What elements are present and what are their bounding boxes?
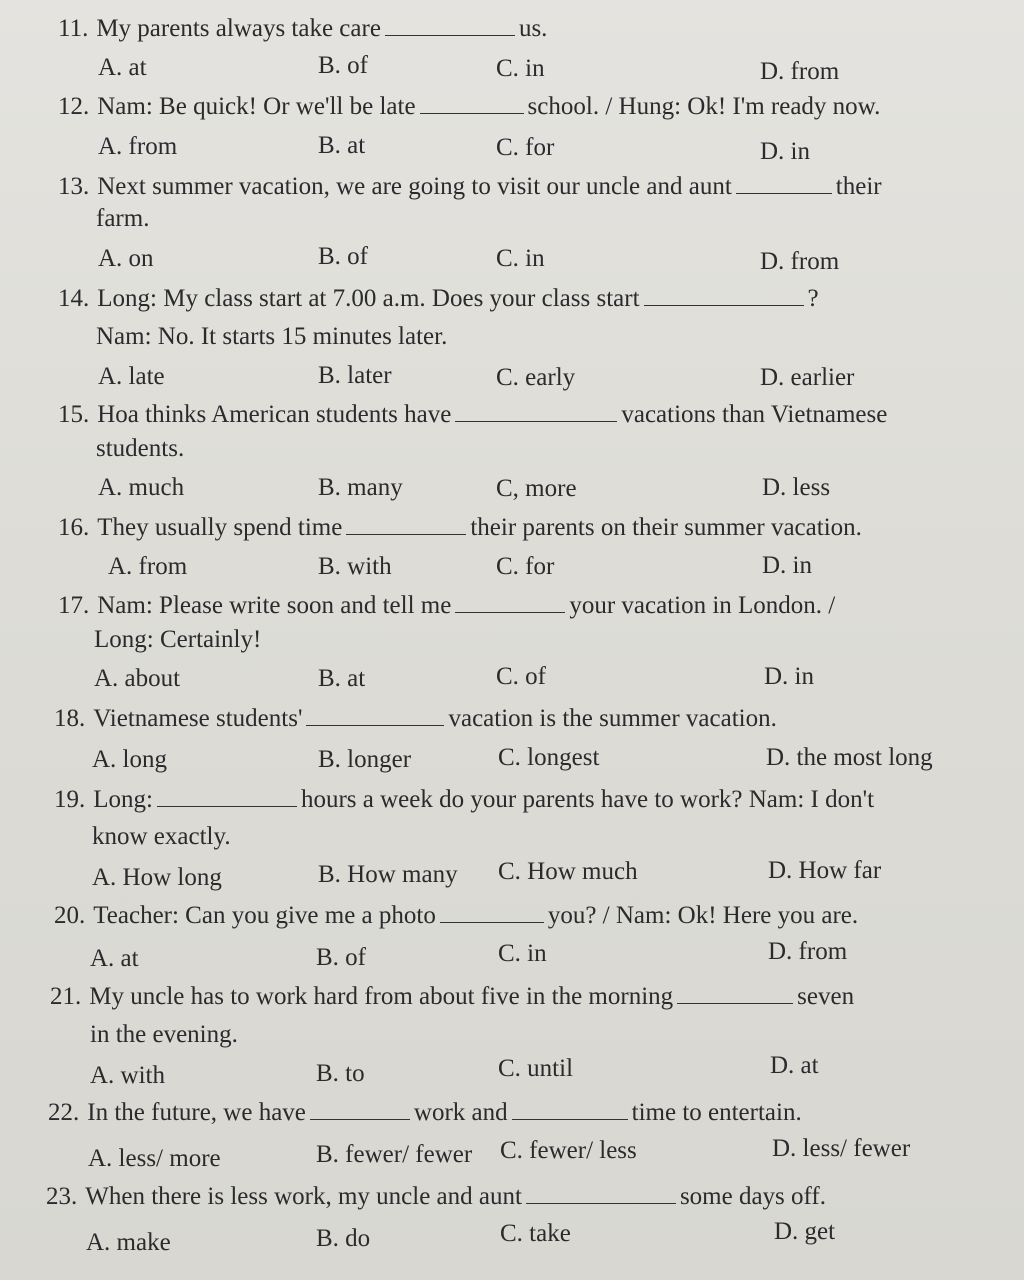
question-23: [46, 1180, 826, 1214]
option-d[interactable]: D. earlier: [760, 364, 855, 391]
question-18: [54, 702, 777, 736]
question-text: In the future, we have: [87, 1099, 306, 1126]
option-b[interactable]: B. longer: [318, 746, 412, 773]
question-number: 14.: [58, 285, 90, 312]
option-a[interactable]: A. at: [90, 945, 139, 972]
question-text: work and: [413, 1099, 508, 1126]
question-continuation: Nam: No. It starts 15 minutes later.: [96, 323, 448, 350]
question-22: [48, 1096, 802, 1130]
question-text: your vacation in London. /: [569, 592, 836, 619]
question-text: When there is less work, my uncle and aunt: [85, 1183, 522, 1210]
option-a[interactable]: A. much: [98, 474, 185, 501]
question-19: [54, 783, 874, 817]
answer-blank[interactable]: [157, 786, 297, 807]
answer-blank[interactable]: [644, 285, 804, 306]
option-d[interactable]: D. the most long: [766, 744, 933, 771]
option-b[interactable]: B. later: [318, 362, 392, 389]
answer-blank[interactable]: [526, 1183, 676, 1204]
option-b[interactable]: B. fewer/ fewer: [316, 1141, 473, 1168]
option-b[interactable]: B. of: [318, 243, 368, 270]
question-text: Hoa thinks American students have: [97, 401, 452, 428]
question-number: 18.: [54, 705, 86, 732]
question-text: you? / Nam: Ok! Here you are.: [547, 902, 859, 929]
question-text: They usually spend time: [97, 514, 343, 541]
question-text: seven: [797, 983, 855, 1010]
question-text: Long:: [93, 786, 153, 813]
question-text: their parents on their summer vacation.: [470, 514, 862, 541]
option-d[interactable]: D. in: [760, 138, 810, 165]
option-b[interactable]: B. of: [318, 52, 368, 79]
option-c[interactable]: C. for: [496, 553, 555, 580]
option-c[interactable]: C. in: [496, 245, 545, 272]
question-text: vacation is the summer vacation.: [448, 705, 777, 732]
question-text: us.: [518, 15, 548, 42]
option-a[interactable]: A. from: [108, 553, 188, 580]
option-b[interactable]: B. at: [318, 665, 366, 692]
option-d[interactable]: D. less: [762, 474, 831, 501]
question-text: time to entertain.: [631, 1099, 802, 1126]
option-b[interactable]: B. with: [318, 553, 392, 580]
question-16: [58, 511, 862, 545]
option-d[interactable]: D. get: [774, 1218, 836, 1245]
question-text: Long: My class start at 7.00 a.m. Does your class start: [97, 285, 640, 312]
question-text: Nam: Be quick! Or we'll be late: [97, 93, 416, 120]
option-b[interactable]: B. do: [316, 1225, 371, 1252]
answer-blank[interactable]: [346, 514, 466, 535]
question-number: 17.: [58, 592, 90, 619]
answer-blank[interactable]: [310, 1099, 410, 1120]
option-c[interactable]: C. until: [498, 1055, 574, 1082]
question-15: [58, 398, 887, 432]
answer-blank[interactable]: [306, 705, 444, 726]
answer-blank[interactable]: [420, 93, 524, 114]
option-a[interactable]: A. late: [98, 363, 165, 390]
question-21: [50, 980, 854, 1014]
answer-blank[interactable]: [455, 401, 617, 422]
option-c[interactable]: C. in: [498, 940, 547, 967]
answer-blank[interactable]: [677, 983, 793, 1004]
option-c[interactable]: C. longest: [498, 744, 600, 771]
question-number: 11.: [58, 15, 89, 42]
question-11: [58, 12, 547, 46]
question-number: 22.: [48, 1099, 80, 1126]
answer-blank[interactable]: [455, 592, 565, 613]
question-number: 20.: [54, 902, 86, 929]
question-20: [54, 899, 858, 933]
option-d[interactable]: D. less/ fewer: [772, 1135, 911, 1162]
option-a[interactable]: A. with: [90, 1062, 165, 1089]
question-text: hours a week do your parents have to work? Nam: I don't: [300, 786, 875, 813]
question-number: 12.: [58, 93, 90, 120]
question-text: vacations than Vietnamese: [621, 401, 888, 428]
option-c[interactable]: C. for: [496, 134, 555, 161]
question-continuation: students.: [96, 435, 185, 462]
question-13: [58, 170, 882, 204]
answer-blank[interactable]: [512, 1099, 628, 1120]
option-c[interactable]: C. of: [496, 663, 546, 690]
question-17: [58, 589, 835, 623]
question-number: 15.: [58, 401, 90, 428]
option-d[interactable]: D. from: [760, 58, 840, 85]
question-continuation: Long: Certainly!: [94, 626, 262, 653]
answer-blank[interactable]: [736, 173, 832, 194]
option-b[interactable]: B. at: [318, 132, 366, 159]
option-c[interactable]: C. in: [496, 55, 545, 82]
option-a[interactable]: A. about: [94, 665, 181, 692]
option-c[interactable]: C, more: [496, 475, 577, 502]
question-number: 21.: [50, 983, 82, 1010]
question-text: school. / Hung: Ok! I'm ready now.: [527, 93, 881, 120]
option-d[interactable]: D. How far: [768, 857, 882, 884]
question-14: [58, 282, 819, 316]
option-d[interactable]: D. in: [762, 552, 812, 579]
question-number: 23.: [46, 1183, 78, 1210]
question-text: My uncle has to work hard from about five in the morning: [89, 983, 674, 1010]
option-c[interactable]: C. How much: [498, 858, 638, 885]
question-text: Vietnamese students': [93, 705, 303, 732]
question-text: ?: [807, 285, 819, 312]
question-text: Teacher: Can you give me a photo: [93, 902, 436, 929]
option-d[interactable]: D. from: [760, 248, 840, 275]
option-a[interactable]: A. less/ more: [88, 1145, 221, 1172]
option-d[interactable]: D. at: [770, 1052, 819, 1079]
question-text: Nam: Please write soon and tell me: [97, 592, 452, 619]
option-c[interactable]: C. fewer/ less: [500, 1137, 637, 1164]
question-continuation: farm.: [96, 205, 150, 232]
question-continuation: in the evening.: [90, 1021, 238, 1048]
question-text: their: [835, 173, 882, 200]
option-a[interactable]: A. long: [92, 746, 167, 773]
question-number: 19.: [54, 786, 86, 813]
option-a[interactable]: A. at: [98, 54, 147, 81]
option-a[interactable]: A. make: [86, 1229, 171, 1256]
question-continuation: know exactly.: [92, 823, 231, 850]
option-b[interactable]: B. many: [318, 474, 403, 501]
question-number: 16.: [58, 514, 90, 541]
option-d[interactable]: D. from: [768, 938, 848, 965]
question-number: 13.: [58, 173, 90, 200]
option-c[interactable]: C. take: [500, 1220, 571, 1247]
question-text: My parents always take care: [96, 15, 381, 42]
answer-blank[interactable]: [385, 15, 515, 36]
option-b[interactable]: B. of: [316, 944, 366, 971]
option-a[interactable]: A. on: [98, 245, 154, 272]
question-text: some days off.: [679, 1183, 826, 1210]
answer-blank[interactable]: [440, 902, 544, 923]
question-text: Next summer vacation, we are going to visit our uncle and aunt: [97, 173, 732, 200]
question-12: [58, 90, 880, 124]
option-d[interactable]: D. in: [764, 663, 814, 690]
option-a[interactable]: A. How long: [92, 864, 222, 891]
option-b[interactable]: B. to: [316, 1060, 365, 1087]
option-a[interactable]: A. from: [98, 133, 178, 160]
option-b[interactable]: B. How many: [318, 861, 458, 888]
option-c[interactable]: C. early: [496, 364, 576, 391]
